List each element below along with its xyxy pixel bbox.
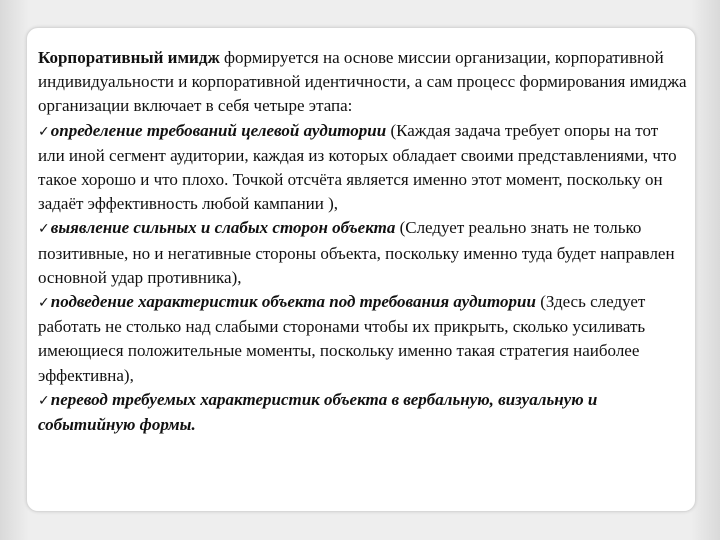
checkmark-icon: ✓ bbox=[38, 392, 50, 409]
checkmark-icon: ✓ bbox=[38, 123, 50, 140]
stage-text: (Каждая задача требует опоры на тот или иной сегмент аудитории, каждая из которых обладает своими представлениями, что такое хорошо и что плохо. Точкой отсчёта является именно этот момент, поскольку он задаёт эффективность любой кампании ), bbox=[38, 120, 677, 214]
body-text bbox=[38, 46, 688, 437]
intro-term: Корпоративный имидж bbox=[38, 48, 220, 67]
stage-title: определение требований целевой аудитории bbox=[50, 120, 387, 140]
stage-item bbox=[38, 216, 688, 290]
stage-title: подведение характеристик объекта под требования аудитории bbox=[50, 292, 536, 312]
stage-title: выявление сильных и слабых сторон объекта bbox=[50, 218, 396, 238]
intro-paragraph bbox=[38, 46, 688, 119]
checkmark-icon: ✓ bbox=[38, 221, 50, 238]
intro-text: формируется на основе миссии организации, корпоративной индивидуальности и корпоративной идентичности, а сам процесс формирования имиджа организации включает в себя четыре этапа: bbox=[38, 48, 687, 116]
stage-title: перевод требуемых характеристик объекта в вербальную, визуальную и событийную формы. bbox=[38, 389, 598, 435]
stage-text: (Следует реально знать не только позитивные, но и негативные стороны объекта, поскольку именно туда будет направлен основной удар противника), bbox=[38, 218, 675, 287]
stage-item bbox=[38, 388, 688, 437]
stage-item bbox=[38, 290, 688, 388]
checkmark-icon: ✓ bbox=[38, 295, 50, 312]
stage-text: (Здесь следует работать не столько над слабыми сторонами чтобы их прикрыть, сколько усиливать имеющиеся положительные моменты, поскольку именно такая стратегия наиболее эффективна), bbox=[38, 292, 646, 385]
stage-item bbox=[38, 119, 688, 217]
